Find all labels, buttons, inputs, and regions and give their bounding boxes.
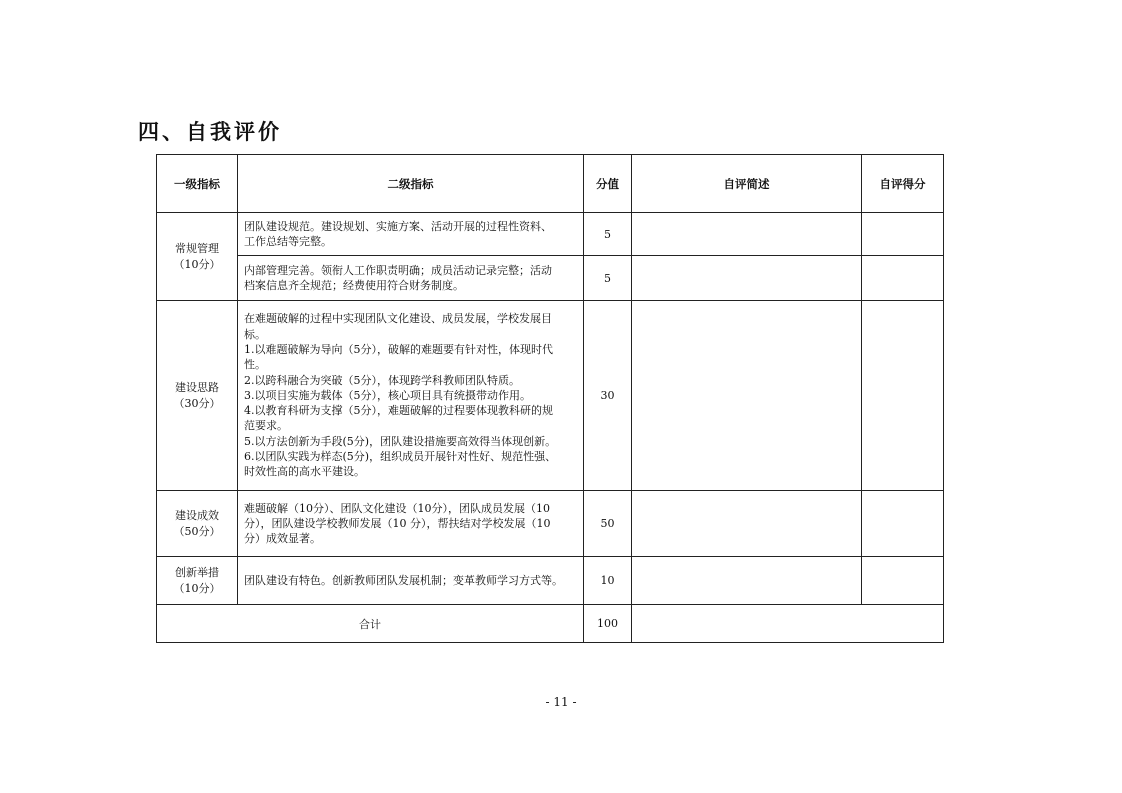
- level2-desc: [238, 256, 584, 301]
- header-self-desc: 自评简述: [632, 155, 862, 213]
- desc-line: 团队建设规范。建设规划、实施方案、活动开展的过程性资料、: [244, 219, 552, 233]
- desc-line: 1.以难题破解为导向（5分），破解的难题要有针对性，体现时代: [244, 342, 553, 356]
- score-cell: 50: [584, 491, 632, 557]
- level1-name: 创新举措: [175, 565, 219, 579]
- level1-name: 常规管理: [175, 241, 219, 255]
- desc-line: 分），团队建设学校教师发展（10 分），帮扶结对学校发展（10: [244, 516, 551, 530]
- desc-line: 标。: [244, 327, 266, 341]
- total-label: 合计: [157, 605, 584, 643]
- desc-line: 分）成效显著。: [244, 532, 321, 546]
- desc-line: 性。: [244, 358, 266, 372]
- self-score-cell[interactable]: [862, 256, 944, 301]
- level1-name: 建设成效: [175, 508, 219, 522]
- self-score-cell[interactable]: [862, 491, 944, 557]
- self-desc-cell[interactable]: [632, 557, 862, 605]
- header-score: 分值: [584, 155, 632, 213]
- self-score-cell[interactable]: [862, 557, 944, 605]
- table-row: [157, 491, 944, 557]
- level1-cell-innovation: [157, 557, 238, 605]
- desc-line: 在难题破解的过程中实现团队文化建设、成员发展，学校发展目: [244, 312, 552, 326]
- self-desc-cell[interactable]: [632, 301, 862, 491]
- score-cell: 10: [584, 557, 632, 605]
- level1-points: （10分）: [173, 257, 221, 271]
- table-row: [157, 256, 944, 301]
- level1-name: 建设思路: [175, 380, 219, 394]
- level2-desc: [238, 491, 584, 557]
- desc-line: 内部管理完善。领衔人工作职责明确；成员活动记录完整；活动: [244, 263, 552, 277]
- table-row: [157, 301, 944, 491]
- score-cell: 30: [584, 301, 632, 491]
- level2-desc: [238, 213, 584, 256]
- page-number: - 11 -: [545, 695, 577, 709]
- desc-line: 团队建设有特色。创新教师团队发展机制；变革教师学习方式等。: [244, 573, 563, 587]
- desc-line: 5.以方法创新为手段(5分)，团队建设措施要高效得当体现创新。: [244, 434, 557, 448]
- desc-line: 时效性高的高水平建设。: [244, 465, 365, 479]
- level1-points: （50分）: [173, 524, 221, 538]
- table-row: [157, 557, 944, 605]
- self-evaluation-table: [156, 154, 944, 643]
- header-self-score: 自评得分: [862, 155, 944, 213]
- level1-cell-approach: [157, 301, 238, 491]
- score-cell: 5: [584, 256, 632, 301]
- header-row: [157, 155, 944, 213]
- total-row: [157, 605, 944, 643]
- desc-line: 难题破解（10分）、团队文化建设（10分），团队成员发展（10: [244, 501, 550, 515]
- desc-line: 3.以项目实施为载体（5分），核心项目具有统摄带动作用。: [244, 388, 531, 402]
- self-score-cell[interactable]: [862, 213, 944, 256]
- level1-points: （30分）: [173, 396, 221, 410]
- desc-line: 4.以教育科研为支撑（5分），难题破解的过程要体现教科研的规: [244, 404, 553, 418]
- desc-line: 档案信息齐全规范；经费使用符合财务制度。: [244, 279, 464, 292]
- self-desc-cell[interactable]: [632, 213, 862, 256]
- table-row: [157, 213, 944, 256]
- self-desc-cell[interactable]: [632, 491, 862, 557]
- level1-points: （10分）: [173, 581, 221, 595]
- section-title: 四、自我评价: [138, 119, 282, 144]
- total-score: 100: [584, 605, 632, 643]
- level1-cell-routine: [157, 213, 238, 301]
- total-self-score-cell[interactable]: [632, 605, 944, 643]
- self-score-cell[interactable]: [862, 301, 944, 491]
- desc-line: 6.以团队实践为样态(5分)，组织成员开展针对性好、规范性强、: [244, 450, 557, 464]
- score-cell: 5: [584, 213, 632, 256]
- level2-desc: [238, 301, 584, 491]
- level2-desc: [238, 557, 584, 605]
- desc-line: 范要求。: [244, 419, 288, 433]
- level1-cell-results: [157, 491, 238, 557]
- self-desc-cell[interactable]: [632, 256, 862, 301]
- header-level2: 二级指标: [238, 155, 584, 213]
- desc-line: 2.以跨科融合为突破（5分），体现跨学科教师团队特质。: [244, 373, 520, 387]
- header-level1: 一级指标: [157, 155, 238, 213]
- desc-line: 工作总结等完整。: [244, 235, 332, 248]
